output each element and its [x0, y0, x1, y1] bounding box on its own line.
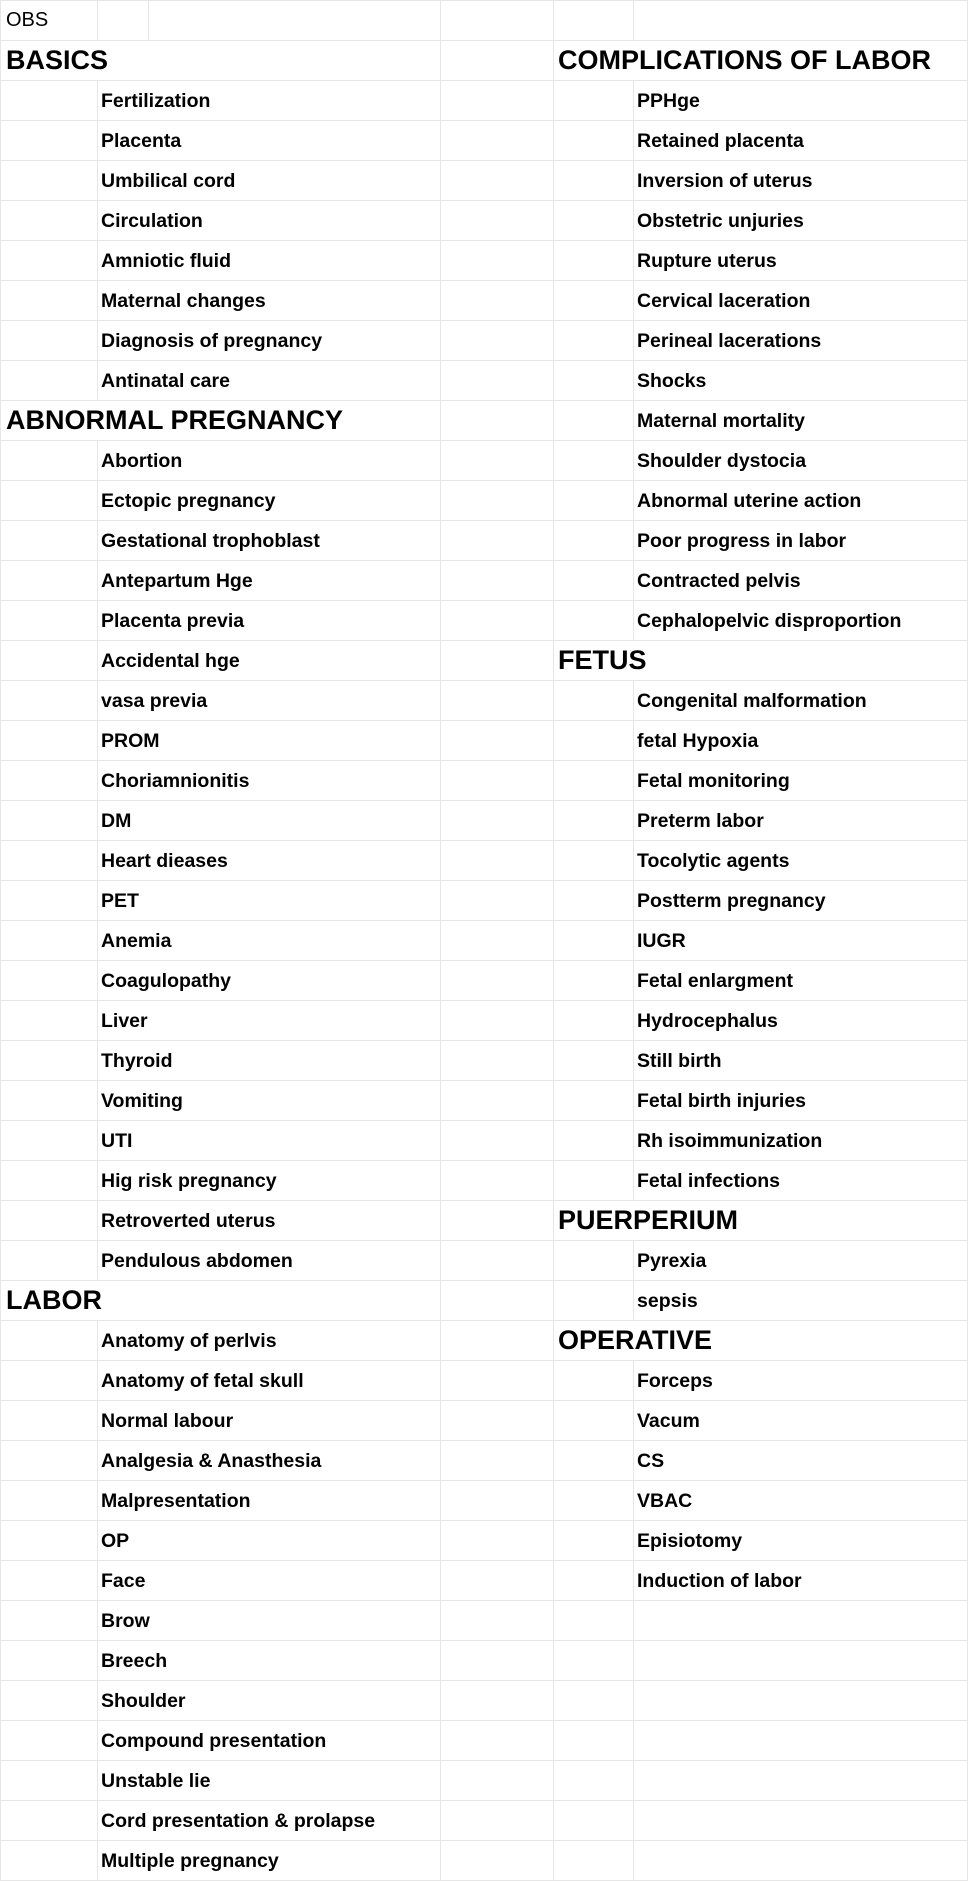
topic-item[interactable]: Face — [101, 1570, 146, 1592]
topic-item[interactable]: UTI — [101, 1130, 133, 1152]
topic-item[interactable]: PET — [101, 890, 139, 912]
topic-item[interactable]: Thyroid — [101, 1050, 173, 1072]
cell-overflow-mask — [98, 1001, 439, 1040]
topic-item[interactable]: Anemia — [101, 930, 172, 952]
topic-item[interactable]: Analgesia & Anasthesia — [101, 1450, 322, 1472]
topic-item[interactable]: OP — [101, 1530, 130, 1552]
topic-item[interactable]: Tocolytic agents — [637, 850, 790, 872]
topic-item[interactable]: Multiple pregnancy — [101, 1850, 279, 1872]
topic-item[interactable]: Rupture uterus — [637, 250, 777, 272]
topic-item[interactable]: Rh isoimmunization — [637, 1130, 823, 1152]
topic-item[interactable]: Retained placenta — [637, 130, 804, 152]
topic-item[interactable]: Episiotomy — [637, 1530, 743, 1552]
section-header[interactable]: FETUS — [558, 645, 647, 675]
topic-item[interactable]: Vomiting — [101, 1090, 183, 1112]
cell-overflow-mask — [149, 1521, 439, 1560]
column-gridline — [0, 0, 1, 1881]
topic-item[interactable]: Normal labour — [101, 1410, 234, 1432]
topic-item[interactable]: Choriamnionitis — [101, 770, 250, 792]
topic-item[interactable]: Perineal lacerations — [637, 330, 822, 352]
topic-item[interactable]: Maternal changes — [101, 290, 266, 312]
topic-item[interactable]: Cephalopelvic disproportion — [637, 610, 902, 632]
topic-item[interactable]: vasa previa — [101, 690, 208, 712]
topic-item[interactable]: Obstetric unjuries — [637, 210, 804, 232]
topic-item[interactable]: Pendulous abdomen — [101, 1250, 293, 1272]
section-header[interactable]: LABOR — [6, 1285, 102, 1315]
topic-item[interactable]: Ectopic pregnancy — [101, 490, 276, 512]
row-gridline — [0, 1560, 968, 1561]
topic-item[interactable]: Shocks — [637, 370, 707, 392]
topic-item[interactable]: Breech — [101, 1650, 168, 1672]
topic-item[interactable]: CS — [637, 1450, 665, 1472]
row-gridline — [0, 1520, 968, 1521]
topic-item[interactable]: Fertilization — [101, 90, 211, 112]
topic-item[interactable]: Fetal birth injuries — [637, 1090, 807, 1112]
section-header[interactable]: ABNORMAL PREGNANCY — [6, 405, 344, 435]
topic-item[interactable]: Still birth — [637, 1050, 722, 1072]
topic-item[interactable]: Unstable lie — [101, 1770, 211, 1792]
topic-item[interactable]: PPHge — [637, 90, 700, 112]
column-gridline — [440, 0, 441, 1881]
topic-item[interactable]: Abnormal uterine action — [637, 490, 862, 512]
topic-item[interactable]: Vacum — [637, 1410, 700, 1432]
topic-item[interactable]: Hydrocephalus — [637, 1010, 778, 1032]
column-gridline — [553, 0, 554, 1881]
topic-item[interactable]: Poor progress in labor — [637, 530, 847, 552]
topic-item[interactable]: Hig risk pregnancy — [101, 1170, 277, 1192]
topic-item[interactable]: Diagnosis of pregnancy — [101, 330, 323, 352]
cell-overflow-mask — [98, 801, 439, 840]
topic-item[interactable]: Fetal monitoring — [637, 770, 790, 792]
topic-item[interactable]: Amniotic fluid — [101, 250, 231, 272]
topic-item[interactable]: Accidental hge — [101, 650, 240, 672]
topic-item[interactable]: Anatomy of perlvis — [101, 1330, 277, 1352]
section-header[interactable]: PUERPERIUM — [558, 1205, 739, 1235]
topic-item[interactable]: Placenta — [101, 130, 182, 152]
row-gridline — [0, 0, 968, 1]
topic-item[interactable]: Cord presentation & prolapse — [101, 1810, 376, 1832]
topic-item[interactable]: Antepartum Hge — [101, 570, 253, 592]
topic-item[interactable]: VBAC — [637, 1490, 693, 1512]
topic-item[interactable]: Shoulder — [101, 1690, 186, 1712]
topic-item[interactable]: Induction of labor — [637, 1570, 802, 1592]
topic-item[interactable]: Cervical laceration — [637, 290, 811, 312]
section-header[interactable]: BASICS — [6, 45, 109, 75]
topic-item[interactable]: Anatomy of fetal skull — [101, 1370, 304, 1392]
topic-item[interactable]: Preterm labor — [637, 810, 764, 832]
topic-item[interactable]: Shoulder dystocia — [637, 450, 807, 472]
topic-item[interactable]: Retroverted uterus — [101, 1210, 276, 1232]
topic-item[interactable]: Postterm pregnancy — [637, 890, 826, 912]
column-gridline — [633, 0, 634, 1881]
topic-item[interactable]: Heart dieases — [101, 850, 228, 872]
topic-item[interactable]: Abortion — [101, 450, 183, 472]
topic-item[interactable]: Congenital malformation — [637, 690, 867, 712]
topic-item[interactable]: Coagulopathy — [101, 970, 231, 992]
cell-overflow-mask — [98, 881, 439, 920]
topic-item[interactable]: Pyrexia — [637, 1250, 707, 1272]
cell-overflow-mask — [98, 1121, 439, 1160]
topic-item[interactable]: Contracted pelvis — [637, 570, 801, 592]
topic-item[interactable]: Fetal infections — [637, 1170, 781, 1192]
sheet-title-cell[interactable]: OBS — [6, 9, 49, 31]
topic-item[interactable]: Malpresentation — [101, 1490, 251, 1512]
topic-item[interactable]: Fetal enlargment — [637, 970, 794, 992]
topic-item[interactable]: PROM — [101, 730, 160, 752]
topic-item[interactable]: Compound presentation — [101, 1730, 327, 1752]
topic-item[interactable]: Inversion of uterus — [637, 170, 813, 192]
topic-item[interactable]: Forceps — [637, 1370, 713, 1392]
topic-item[interactable]: Antinatal care — [101, 370, 230, 392]
cell-overflow-mask — [149, 1561, 439, 1600]
topic-item[interactable]: IUGR — [637, 930, 686, 952]
topic-item[interactable]: Liver — [101, 1010, 148, 1032]
section-header[interactable]: COMPLICATIONS OF LABOR — [558, 45, 931, 75]
topic-item[interactable]: Circulation — [101, 210, 203, 232]
topic-item[interactable]: Gestational trophoblast — [101, 530, 320, 552]
topic-item[interactable]: Placenta previa — [101, 610, 245, 632]
topic-item[interactable]: Umbilical cord — [101, 170, 236, 192]
topic-item[interactable]: sepsis — [637, 1290, 698, 1312]
topic-item[interactable]: Brow — [101, 1610, 150, 1632]
topic-item[interactable]: fetal Hypoxia — [637, 730, 759, 752]
topic-item[interactable]: Maternal mortality — [637, 410, 805, 432]
topic-item[interactable]: DM — [101, 810, 132, 832]
section-header[interactable]: OPERATIVE — [558, 1325, 713, 1355]
